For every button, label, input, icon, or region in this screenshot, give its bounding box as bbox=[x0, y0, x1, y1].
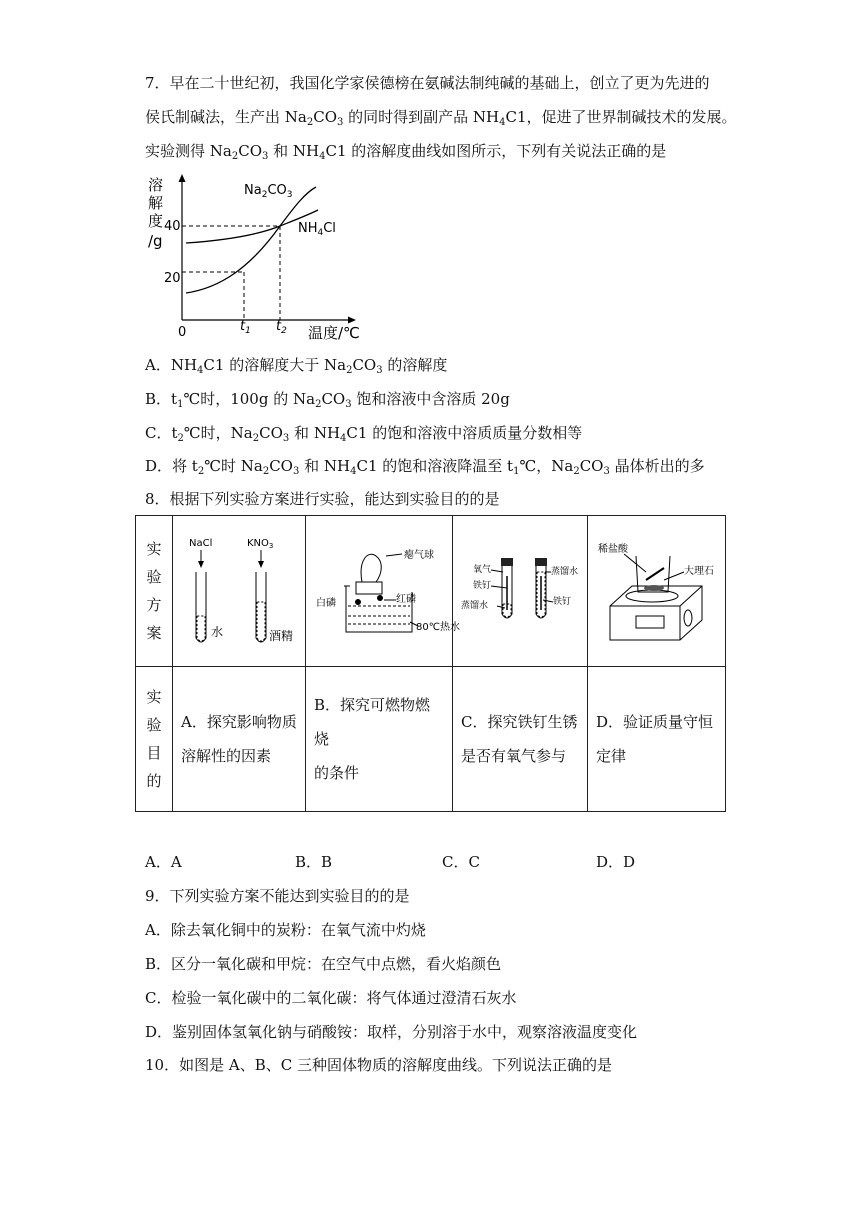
svg-text:铁钉: 铁钉 bbox=[473, 581, 492, 591]
y-tick-40: 40 bbox=[164, 219, 181, 234]
q7-stem-line3: 实验测得 $Na_2CO_3$ 和 $NH_4C1$ 的溶解度曲线如图所示，下列有关说法正确的是 bbox=[145, 142, 667, 162]
q7-option-b: B．$t_1℃$时，100g 的 $Na_2CO_3$ 饱和溶液中含溶质 20g bbox=[145, 390, 510, 410]
plan-d-cell bbox=[588, 516, 726, 667]
svg-text:酒精: 酒精 bbox=[269, 629, 294, 643]
purpose-b: B．探究可燃物燃烧 的条件 bbox=[306, 667, 453, 812]
svg-text:KNO3: $KNO_3$ bbox=[247, 538, 274, 550]
svg-text:稀盐酸: 稀盐酸 bbox=[598, 544, 628, 555]
q9-option-c: C．检验一氧化碳中的二氧化碳：将气体通过澄清石灰水 bbox=[145, 989, 517, 1007]
svg-text:铁钉: 铁钉 bbox=[553, 597, 572, 607]
y-tick-20: 20 bbox=[164, 271, 181, 286]
x-axis-arrow bbox=[348, 317, 356, 324]
q8-answer-b: B．B bbox=[295, 853, 333, 871]
q8-stem: 8．根据下列实验方案进行实验，能达到实验目的的是 bbox=[145, 490, 500, 508]
test-tubes-solubility-figure bbox=[173, 516, 305, 662]
q9-option-a: A．除去氧化铜中的炭粉：在氧气流中灼烧 bbox=[145, 921, 426, 939]
svg-text:瘪气球: 瘪气球 bbox=[404, 550, 434, 561]
svg-text:白磷: 白磷 bbox=[316, 598, 336, 609]
row-header-purpose: 实 验 目 的 bbox=[136, 667, 173, 812]
y-axis-arrow bbox=[179, 174, 186, 182]
x-axis-label: 温度/℃ bbox=[308, 324, 360, 342]
q9-stem: 9．下列实验方案不能达到实验目的的是 bbox=[145, 887, 410, 905]
q8-answer-a: A．A bbox=[145, 853, 182, 871]
x-tick-t1: $t_1$ bbox=[240, 319, 251, 336]
row-header-plan: 实 验 方 案 bbox=[136, 516, 173, 667]
na2co3-label: $Na_2CO_3$ bbox=[244, 183, 293, 200]
combustion-beaker-figure bbox=[306, 516, 460, 662]
svg-text:水: 水 bbox=[211, 625, 224, 639]
solubility-graph bbox=[140, 168, 380, 348]
plan-c-cell bbox=[453, 516, 588, 667]
svg-text:蒸馏水: 蒸馏水 bbox=[551, 567, 579, 577]
q9-option-d: D．鉴别固体氢氧化钠与硝酸铵：取样，分别溶于水中，观察溶液温度变化 bbox=[145, 1023, 638, 1041]
iron-nail-rust-figure bbox=[453, 516, 587, 662]
svg-text:红磷: 红磷 bbox=[396, 594, 416, 605]
y-label-1: 溶 bbox=[148, 176, 164, 194]
purpose-d: D．验证质量守恒 定律 bbox=[588, 667, 726, 812]
svg-text:大理石: 大理石 bbox=[684, 566, 714, 577]
svg-text:蒸馏水: 蒸馏水 bbox=[461, 601, 489, 611]
purpose-c: C．探究铁钉生锈 是否有氧气参与 bbox=[453, 667, 588, 812]
q7-option-c: C．$t_2℃$时，$Na_2CO_3$ 和 $NH_4C1$ 的饱和溶液中溶质质量分数相等 bbox=[145, 424, 583, 444]
y-label-3: 度 bbox=[148, 212, 164, 230]
svg-text:NaCl: NaCl bbox=[189, 538, 213, 549]
experiment-table bbox=[135, 515, 726, 812]
q7-stem-line1: 7．早在二十世纪初，我国化学家侯德榜在氨碱法制纯碱的基础上，创立了更为先进的 bbox=[145, 74, 710, 92]
origin-label: 0 bbox=[178, 325, 187, 340]
na2co3-curve bbox=[186, 187, 316, 293]
q7-option-d: D．将 $t_2℃$时 $Na_2CO_3$ 和 $NH_4C1$ 的饱和溶液降温至 $t_1℃$，$Na_2CO_3$ 晶体析出的多 bbox=[145, 457, 705, 477]
balance-mass-figure bbox=[588, 516, 725, 662]
nh4cl-label: $NH_4Cl$ bbox=[298, 221, 336, 238]
q8-answer-d: D．D bbox=[596, 853, 636, 871]
y-label-4: /g bbox=[148, 232, 163, 250]
q9-option-b: B．区分一氧化碳和甲烷：在空气中点燃，看火焰颜色 bbox=[145, 955, 502, 973]
svg-text:80℃热水: 80℃热水 bbox=[416, 622, 460, 633]
q7-stem-line2: 侯氏制碱法，生产出 $Na_2CO_3$ 的同时得到副产品 $NH_4C1$，促进了世界制碱技术的发展。 bbox=[145, 108, 737, 128]
plan-b-cell bbox=[306, 516, 460, 667]
q8-answer-c: C．C bbox=[442, 853, 480, 871]
plan-a-cell bbox=[173, 516, 306, 667]
q10-stem: 10．如图是 A、B、C 三种固体物质的溶解度曲线。下列说法正确的是 bbox=[145, 1056, 612, 1074]
q7-option-a: A．$NH_4C1$ 的溶解度大于 $Na_2CO_3$ 的溶解度 bbox=[145, 356, 448, 376]
x-tick-t2: $t_2$ bbox=[276, 319, 287, 336]
purpose-a: A．探究影响物质 溶解性的因素 bbox=[173, 667, 306, 812]
svg-text:氧气: 氧气 bbox=[473, 565, 492, 575]
y-label-2: 解 bbox=[148, 194, 164, 212]
